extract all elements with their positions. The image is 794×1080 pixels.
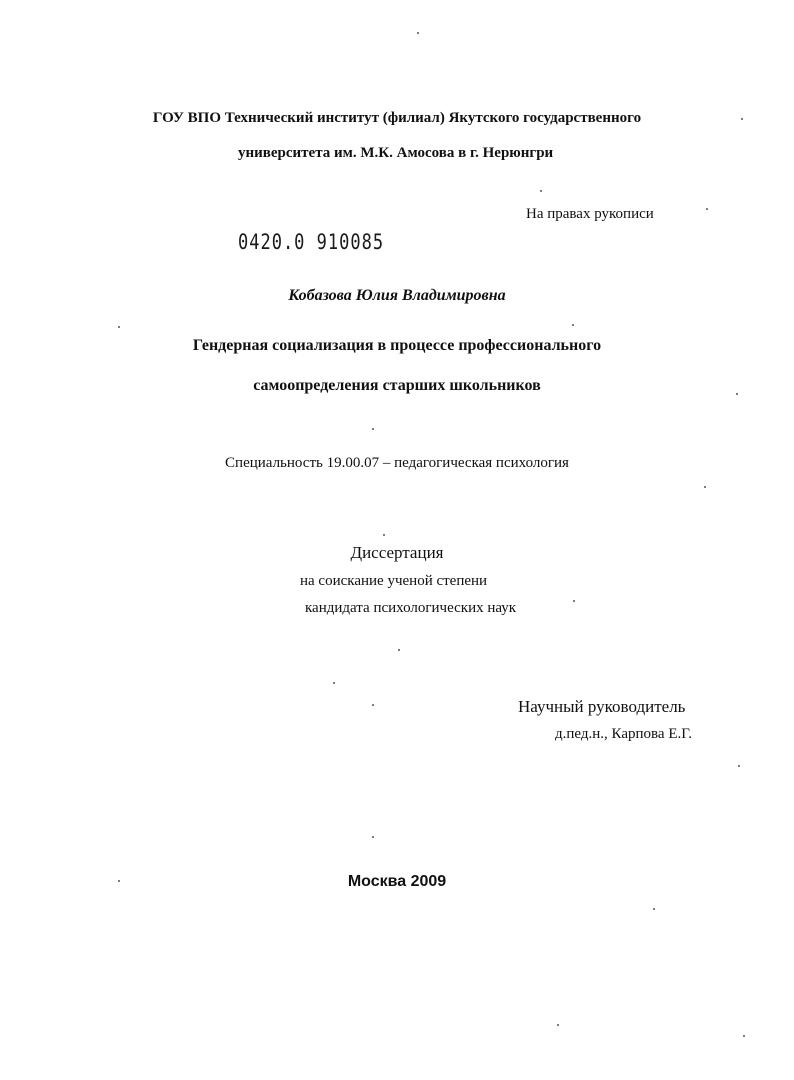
scan-speck (118, 880, 120, 882)
supervisor-label: Научный руководитель (518, 697, 686, 716)
scan-speck (372, 704, 374, 706)
document-type: Диссертация (350, 543, 444, 562)
scan-speck (383, 534, 385, 536)
city-year: Москва 2009 (347, 873, 447, 890)
scan-speck (417, 32, 419, 34)
scan-speck (398, 649, 400, 651)
thesis-title-line-1: Гендерная социализация в процессе профессионального (192, 337, 602, 354)
scan-speck (741, 118, 743, 120)
scan-speck (557, 1024, 559, 1026)
scan-speck (333, 682, 335, 684)
scan-speck (573, 600, 575, 602)
stamp-number: 0420.0 910085 (238, 230, 385, 255)
scan-speck (706, 208, 708, 210)
scan-speck (372, 836, 374, 838)
scan-speck (743, 1035, 745, 1037)
author-name: Кобазова Юлия Владимировна (288, 287, 506, 304)
scan-speck (738, 765, 740, 767)
degree-line-2: кандидата психологических наук (305, 600, 517, 616)
scan-speck (540, 190, 542, 192)
supervisor-name: д.пед.н., Карпова Е.Г. (555, 726, 692, 742)
scan-speck (372, 428, 374, 430)
degree-line-1: на соискание ученой степени (300, 573, 488, 589)
institution-line-2: университета им. М.К. Амосова в г. Нерюнгри (238, 145, 554, 161)
scan-speck (653, 908, 655, 910)
scan-speck (118, 326, 120, 328)
specialty: Специальность 19.00.07 – педагогическая психология (225, 455, 569, 471)
scan-speck (572, 324, 574, 326)
thesis-title-line-2: самоопределения старших школьников (253, 377, 541, 394)
scan-speck (704, 486, 706, 488)
rights-note: На правах рукописи (526, 206, 654, 222)
scan-speck (736, 393, 738, 395)
institution-line-1: ГОУ ВПО Технический институт (филиал) Якутского государственного (152, 110, 642, 126)
